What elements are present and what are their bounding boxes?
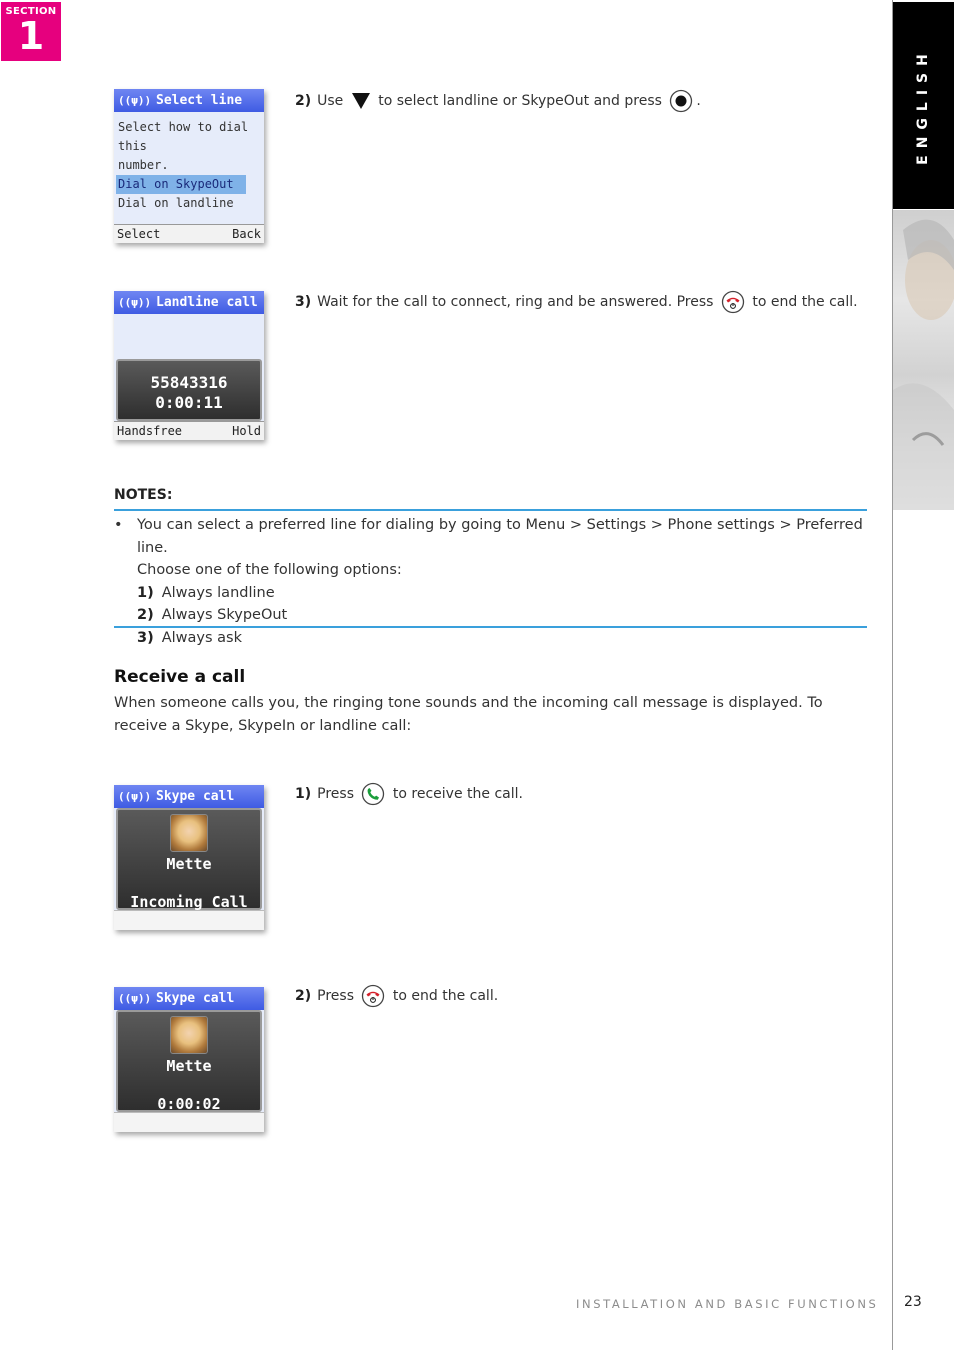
step-number: 1): [295, 786, 312, 802]
screen-body: [114, 112, 264, 224]
step-number: 3): [295, 294, 312, 310]
ok-button-icon: [669, 89, 693, 113]
screen-incoming-call: [114, 785, 264, 930]
step-end-call: [295, 984, 498, 1008]
footer-chapter-label: INSTALLATION AND BASIC FUNCTIONS: [576, 1297, 879, 1311]
end-call-icon: [721, 290, 745, 314]
step-text: .: [696, 93, 701, 109]
down-arrow-icon: [351, 92, 371, 110]
softkey-back[interactable]: Back: [232, 227, 261, 241]
step-number: 2): [295, 988, 312, 1004]
screen-landline-call: [114, 291, 264, 440]
bullet: •: [114, 517, 123, 533]
softkey-handsfree[interactable]: Handsfree: [117, 424, 183, 438]
screen-body: [114, 808, 264, 910]
section-intro: When someone calls you, the ringing tone sounds and the incoming call message is displayed. To receive a Skype, SkypeIn or landline call:: [114, 695, 823, 734]
call-timer: 0:00:02: [157, 1095, 221, 1113]
step-receive-call: [295, 782, 523, 806]
call-info-panel: [116, 359, 262, 421]
woman-photo-icon: [893, 210, 954, 510]
option-text: Always ask: [161, 629, 242, 646]
step-text: Use: [317, 93, 344, 109]
screen-header: [114, 987, 264, 1010]
signal-icon: ((ψ)): [118, 992, 152, 1005]
answer-call-icon: [361, 782, 385, 806]
step-text: Press: [317, 988, 354, 1004]
notes-line-2: Choose one of the following options:: [137, 562, 402, 578]
call-timer: 0:00:11: [155, 393, 223, 412]
step-text: Press: [317, 786, 354, 802]
contact-avatar: [170, 814, 208, 852]
option-number: 1): [137, 584, 154, 601]
screen-body: [114, 314, 264, 359]
softkey-bar: [114, 1112, 264, 1132]
contact-name: Mette: [166, 855, 212, 873]
screen-body: [114, 359, 264, 421]
notes-option: [137, 582, 867, 605]
notes-bottom-rule: [114, 626, 867, 628]
call-info-panel: [116, 808, 262, 910]
step-select-line: [295, 89, 701, 113]
prompt-line-1: Select how to dial this: [118, 120, 249, 153]
signal-icon: ((ψ)): [118, 296, 152, 309]
dialed-number: 55843316: [150, 373, 228, 392]
screen-body: [114, 1010, 264, 1112]
prompt-line-2: number.: [118, 158, 169, 172]
section-number: 1: [17, 14, 45, 58]
screen-title: Skype call: [156, 991, 235, 1006]
step-text: to end the call.: [392, 988, 499, 1004]
option-text: Always SkypeOut: [161, 607, 288, 623]
option-text: Always landline: [161, 584, 275, 601]
call-status: Incoming Call: [130, 893, 248, 911]
screen-title: Select line: [156, 93, 243, 108]
contact-avatar: [170, 1016, 208, 1054]
softkey-bar: [114, 421, 264, 440]
language-tab-label: ENGLISH: [915, 47, 931, 165]
screen-title: Landline call: [156, 295, 258, 310]
signal-icon: ((ψ)): [118, 790, 152, 803]
notes-top-rule: [114, 509, 867, 511]
step-text: to end the call.: [752, 294, 858, 310]
screen-select-line: [114, 89, 264, 243]
signal-icon: ((ψ)): [118, 94, 152, 107]
step-text: to receive the call.: [392, 786, 523, 802]
option-number: 2): [137, 607, 154, 623]
notes-body: [114, 514, 867, 649]
section-badge: [1, 2, 61, 61]
section-heading: Receive a call: [114, 667, 246, 687]
notes-option: [137, 604, 867, 627]
screen-header: [114, 89, 264, 112]
notes-title: NOTES:: [114, 487, 173, 503]
softkey-bar: [114, 910, 264, 930]
language-tab: [893, 2, 954, 209]
screen-header: [114, 291, 264, 314]
softkey-bar: [114, 224, 264, 243]
step-text: Wait for the call to connect, ring and be answered. Press: [317, 294, 714, 310]
contact-name: Mette: [166, 1057, 212, 1075]
page-number: 23: [904, 1294, 922, 1310]
screen-title: Skype call: [156, 789, 235, 804]
step-wait-answer: [295, 290, 858, 314]
step-number: 2): [295, 93, 312, 109]
softkey-hold[interactable]: Hold: [232, 424, 261, 438]
softkey-select[interactable]: Select: [117, 227, 161, 241]
screen-header: [114, 785, 264, 808]
screen-active-call: [114, 987, 264, 1132]
option-number: 3): [137, 629, 154, 646]
section-label: SECTION: [5, 6, 57, 17]
decorative-photo: [893, 210, 954, 510]
step-text: to select landline or SkypeOut and press: [378, 93, 662, 109]
notes-option: [137, 627, 867, 650]
notes-line-1: You can select a preferred line for dialing by going to Menu > Settings > Phone settings > Preferred line.: [137, 517, 863, 556]
option-dial-skypeout[interactable]: Dial on SkypeOut: [116, 175, 246, 194]
end-call-icon: [361, 984, 385, 1008]
option-dial-landline[interactable]: Dial on landline: [118, 196, 234, 210]
call-info-panel: [116, 1010, 262, 1112]
